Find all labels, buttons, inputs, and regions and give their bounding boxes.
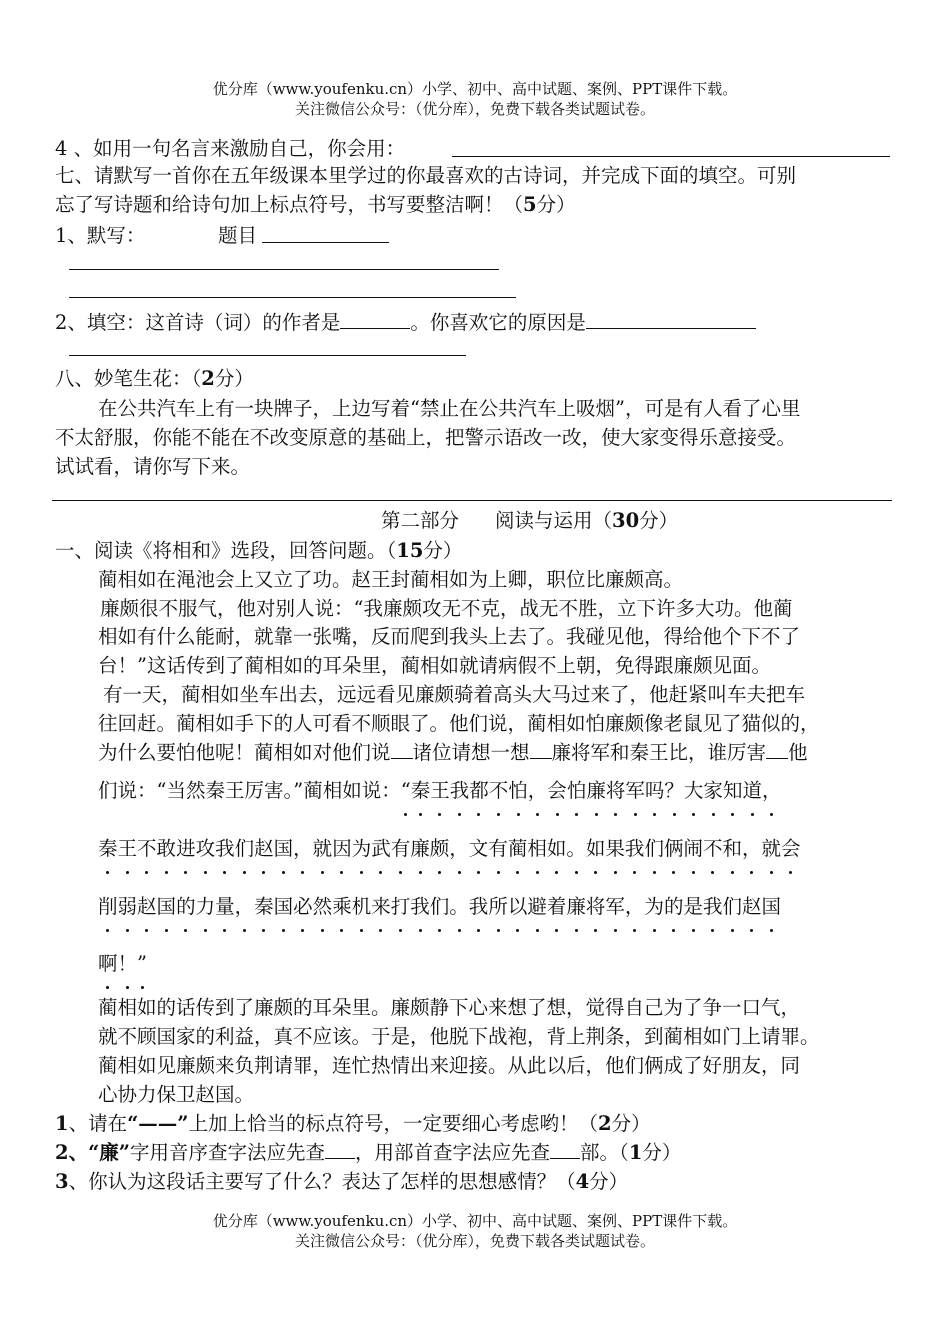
passage-para-1: 蔺相如在渑池会上又立了功。赵王封蔺相如为上卿，职位比廉颇高。 [98,568,684,591]
header-line-2: 关注微信公众号：（优分库），免费下载各类试题试卷。 [294,100,655,118]
punctuation-blank-3[interactable] [766,740,788,759]
radical-lookup-blank[interactable] [550,1140,580,1159]
reason-blank[interactable] [586,310,756,329]
passage-para-3-line-3: 为什么要怕他呢！蔺相如对他们说 诸位请想一想 廉将军和秦王比，谁厉害 他 [98,741,808,764]
author-blank[interactable] [340,310,410,329]
emphasized-text-4: 啊！” [98,952,148,975]
footer-line-1: 优分库（www.youfenku.cn）小学、初中、高中试题、案例、PPT课件下载。 [212,1212,738,1230]
poem-answer-line-2[interactable] [69,297,516,298]
question-7-line-2: 忘了写诗题和给诗句加上标点符号，书写要整洁啊！（5分） [55,193,576,216]
phonetic-lookup-blank[interactable] [325,1140,355,1159]
passage-para-3-line-1: 有一天，蔺相如坐车出去，远远看见廉颇骑着高头大马过来了，他赶紧叫车夫把车 [103,683,806,706]
reason-answer-line[interactable] [69,355,466,356]
question-4: 4 、如用一句名言来激励自己，你会用： [55,137,406,160]
question-8-text-2: 不太舒服，你能不能在不改变原意的基础上，把警示语改一改，使大家变得乐意接受。 [55,426,797,449]
passage-para-3-line-2: 往回赶。蔺相如手下的人可看不顺眼了。他们说，蔺相如怕廉颇像老鼠见了猫似的， [98,712,820,735]
passage-para-4-line-1: 蔺相如的话传到了廉颇的耳朵里。廉颇静下心来想了想，觉得自己为了争一口气， [98,996,801,1019]
part-2-title: 第二部分 阅读与运用（30分） [381,509,679,532]
question-8-text-1: 在公共汽车上有一块牌子，上边写着“禁止在公共汽车上吸烟”，可是有人看了心里 [98,397,801,420]
poem-answer-line-1[interactable] [69,269,499,270]
question-7-1-title-label: 题目 [218,224,258,247]
question-8-text-3: 试试看，请你写下来。 [55,455,251,478]
emphasized-text-1: “秦王我都不怕，会怕廉将军吗？大家知道， [400,779,782,802]
answer-line-q4[interactable] [452,156,890,157]
question-7-1-label: 1、默写： [55,224,146,247]
question-8-title: 八、妙笔生花：（2分） [55,367,254,390]
question-7-2: 2、填空：这首诗（词）的作者是 。你喜欢它的原因是 [55,310,756,336]
sub-question-1: 1、请在“——”上加上恰当的标点符号，一定要细心考虑哟！（2分） [55,1112,651,1135]
passage-para-3-line-4: 们说：“当然秦王厉害。”蔺相如说：“秦王我都不怕，会怕廉将军吗？大家知道， [98,779,782,802]
passage-para-2-line-1: 廉颇很不服气，他对别人说：“我廉颇攻无不克，战无不胜，立下许多大功。他蔺 [100,597,793,620]
title-answer-line[interactable] [262,242,389,243]
emphasized-text-2: 秦王不敢进攻我们赵国，就因为武有廉颇，文有蔺相如。如果我们俩闹不和，就会 [98,837,801,860]
punctuation-blank-2[interactable] [530,740,552,759]
header-line-1: 优分库（www.youfenku.cn）小学、初中、高中试题、案例、PPT课件下载。 [212,80,738,98]
passage-para-4-line-2: 就不顾国家的利益，真不应该。于是，他脱下战袍，背上荆条，到蔺相如门上请罪。 [98,1025,820,1048]
passage-para-4-line-4: 心协力保卫赵国。 [98,1083,255,1106]
sub-question-3: 3、你认为这段话主要写了什么？表达了怎样的思想感情？（4分） [55,1170,629,1193]
punctuation-blank-1[interactable] [391,740,413,759]
footer-line-2: 关注微信公众号：（优分库），免费下载各类试题试卷。 [294,1232,655,1250]
question-7-line-1: 七、请默写一首你在五年级课本里学过的你最喜欢的古诗词，并完成下面的填空。可别 [55,164,797,187]
passage-para-4-line-3: 蔺相如见廉颇来负荆请罪，连忙热情出来迎接。从此以后，他们俩成了好朋友，同 [98,1054,801,1077]
sub-question-2: 2、“廉”字用音序查字法应先查 ，用部首查字法应先查 部。（1分） [55,1141,682,1164]
passage-para-2-line-2: 相如有什么能耐，就靠一张嘴，反而爬到我头上去了。我碰见他，得给他个下不了 [98,625,801,648]
reading-question-title: 一、阅读《将相和》选段，回答问题。（15分） [55,539,463,562]
passage-para-2-line-3: 台！”这话传到了蔺相如的耳朵里，蔺相如就请病假不上朝，免得跟廉颇见面。 [98,654,771,677]
question-8-answer-line[interactable] [52,500,892,501]
emphasized-text-3: 削弱赵国的力量，秦国必然乘机来打我们。我所以避着廉将军，为的是我们赵国 [98,895,782,918]
